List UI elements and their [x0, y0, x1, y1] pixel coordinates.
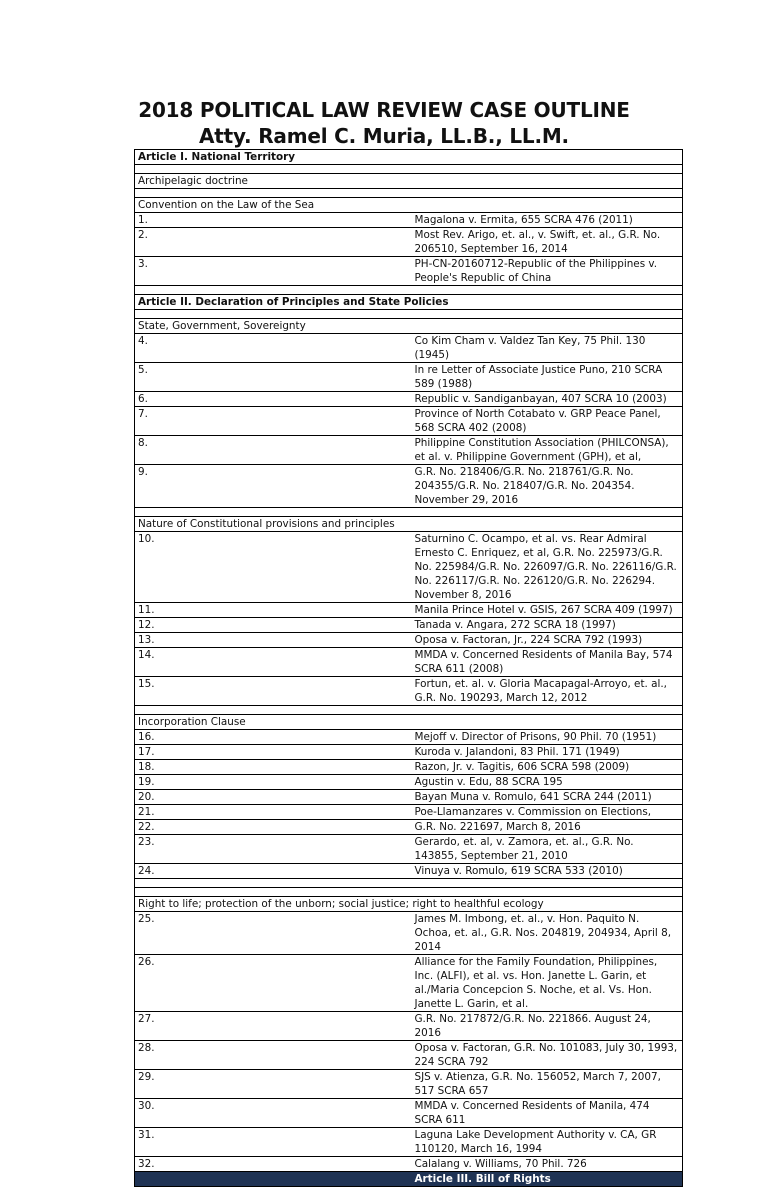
case-outline-table — [134, 149, 683, 1187]
case-citation: Province of North Cotabato v. GRP Peace Panel, 568 SCRA 402 (2008) — [409, 407, 683, 436]
case-number: 1. — [135, 213, 409, 228]
case-row — [135, 257, 683, 286]
case-row — [135, 835, 683, 864]
case-row — [135, 618, 683, 633]
section-row — [135, 517, 683, 532]
blank-cell — [135, 189, 683, 198]
article-heading-row — [135, 150, 683, 165]
case-number: 32. — [135, 1157, 409, 1172]
section-row — [135, 198, 683, 213]
section-label: Right to life; protection of the unborn; social justice; right to healthful ecology — [135, 897, 683, 912]
section-label: Archipelagic doctrine — [135, 174, 683, 189]
case-row — [135, 334, 683, 363]
case-number: 18. — [135, 760, 409, 775]
case-number: 23. — [135, 835, 409, 864]
case-number: 20. — [135, 790, 409, 805]
case-citation: Razon, Jr. v. Tagitis, 606 SCRA 598 (2009) — [409, 760, 683, 775]
case-row — [135, 1128, 683, 1157]
article-banner-title: Article III. Bill of Rights — [409, 1172, 683, 1187]
case-number: 4. — [135, 334, 409, 363]
section-row — [135, 715, 683, 730]
case-number: 22. — [135, 820, 409, 835]
case-number: 9. — [135, 465, 409, 508]
case-citation: Gerardo, et. al, v. Zamora, et. al., G.R. No. 143855, September 21, 2010 — [409, 835, 683, 864]
case-row — [135, 745, 683, 760]
case-row — [135, 760, 683, 775]
case-number: 14. — [135, 648, 409, 677]
case-row — [135, 730, 683, 745]
case-number: 19. — [135, 775, 409, 790]
blank-cell — [135, 888, 683, 897]
case-citation: Saturnino C. Ocampo, et al. vs. Rear Admiral Ernesto C. Enriquez, et al, G.R. No. 225973/G.R. No. 225984/G.R. No. 226097/G.R. No. 226116/G.R. No. 226117/G.R. No. 226120/G.R. No. 226294. November 8, 2016 — [409, 532, 683, 603]
case-row — [135, 603, 683, 618]
case-row — [135, 228, 683, 257]
case-number: 15. — [135, 677, 409, 706]
case-row — [135, 532, 683, 603]
case-row — [135, 436, 683, 465]
blank-cell — [135, 165, 683, 174]
case-citation: In re Letter of Associate Justice Puno, 210 SCRA 589 (1988) — [409, 363, 683, 392]
case-row — [135, 1012, 683, 1041]
case-row — [135, 633, 683, 648]
case-citation: Oposa v. Factoran, Jr., 224 SCRA 792 (1993) — [409, 633, 683, 648]
case-number: 12. — [135, 618, 409, 633]
case-number: 28. — [135, 1041, 409, 1070]
section-label: Convention on the Law of the Sea — [135, 198, 683, 213]
blank-row — [135, 879, 683, 888]
case-row — [135, 864, 683, 879]
case-row — [135, 805, 683, 820]
case-row — [135, 1041, 683, 1070]
case-number: 25. — [135, 912, 409, 955]
case-row — [135, 912, 683, 955]
case-citation: Alliance for the Family Foundation, Philippines, Inc. (ALFI), et al. vs. Hon. Janette L. Garin, et al./Maria Concepcion S. Noche, et al. Vs. Hon. Janette L. Garin, et al. — [409, 955, 683, 1012]
case-number: 6. — [135, 392, 409, 407]
case-number: 30. — [135, 1099, 409, 1128]
case-citation: Fortun, et. al. v. Gloria Macapagal-Arroyo, et. al., G.R. No. 190293, March 12, 2012 — [409, 677, 683, 706]
case-citation: Oposa v. Factoran, G.R. No. 101083, July 30, 1993, 224 SCRA 792 — [409, 1041, 683, 1070]
section-row — [135, 174, 683, 189]
case-number: 26. — [135, 955, 409, 1012]
document-header — [0, 97, 768, 149]
blank-cell — [135, 706, 683, 715]
case-row — [135, 677, 683, 706]
banner-spacer — [135, 1172, 409, 1187]
blank-row — [135, 706, 683, 715]
case-number: 24. — [135, 864, 409, 879]
blank-row — [135, 310, 683, 319]
case-citation: Agustin v. Edu, 88 SCRA 195 — [409, 775, 683, 790]
blank-row — [135, 888, 683, 897]
case-citation: G.R. No. 221697, March 8, 2016 — [409, 820, 683, 835]
case-number: 8. — [135, 436, 409, 465]
case-citation: Manila Prince Hotel v. GSIS, 267 SCRA 409 (1997) — [409, 603, 683, 618]
case-citation: Co Kim Cham v. Valdez Tan Key, 75 Phil. 130 (1945) — [409, 334, 683, 363]
blank-row — [135, 189, 683, 198]
case-citation: Mejoff v. Director of Prisons, 90 Phil. 70 (1951) — [409, 730, 683, 745]
case-number: 13. — [135, 633, 409, 648]
section-label: State, Government, Sovereignty — [135, 319, 683, 334]
blank-row — [135, 508, 683, 517]
article-heading: Article II. Declaration of Principles and State Policies — [135, 295, 683, 310]
case-citation: Vinuya v. Romulo, 619 SCRA 533 (2010) — [409, 864, 683, 879]
case-number: 5. — [135, 363, 409, 392]
case-citation: Laguna Lake Development Authority v. CA, GR 110120, March 16, 1994 — [409, 1128, 683, 1157]
case-number: 11. — [135, 603, 409, 618]
case-citation: Kuroda v. Jalandoni, 83 Phil. 171 (1949) — [409, 745, 683, 760]
case-row — [135, 213, 683, 228]
case-number: 29. — [135, 1070, 409, 1099]
case-row — [135, 820, 683, 835]
case-number: 16. — [135, 730, 409, 745]
blank-cell — [135, 286, 683, 295]
case-citation: Tanada v. Angara, 272 SCRA 18 (1997) — [409, 618, 683, 633]
case-number: 7. — [135, 407, 409, 436]
case-row — [135, 465, 683, 508]
case-row — [135, 648, 683, 677]
article-banner-row — [135, 1172, 683, 1187]
article-heading-row — [135, 295, 683, 310]
blank-cell — [135, 879, 683, 888]
case-citation: Republic v. Sandiganbayan, 407 SCRA 10 (2003) — [409, 392, 683, 407]
case-citation: Bayan Muna v. Romulo, 641 SCRA 244 (2011) — [409, 790, 683, 805]
section-row — [135, 319, 683, 334]
case-citation: James M. Imbong, et. al., v. Hon. Paquito N. Ochoa, et. al., G.R. Nos. 204819, 204934, April 8, 2014 — [409, 912, 683, 955]
case-row — [135, 790, 683, 805]
section-row — [135, 897, 683, 912]
case-row — [135, 407, 683, 436]
case-row — [135, 1157, 683, 1172]
case-citation: G.R. No. 218406/G.R. No. 218761/G.R. No. 204355/G.R. No. 218407/G.R. No. 204354. November 29, 2016 — [409, 465, 683, 508]
case-citation: Calalang v. Williams, 70 Phil. 726 — [409, 1157, 683, 1172]
blank-cell — [135, 508, 683, 517]
case-number: 31. — [135, 1128, 409, 1157]
blank-row — [135, 165, 683, 174]
case-row — [135, 1070, 683, 1099]
case-number: 2. — [135, 228, 409, 257]
case-number: 17. — [135, 745, 409, 760]
case-citation: MMDA v. Concerned Residents of Manila Bay, 574 SCRA 611 (2008) — [409, 648, 683, 677]
case-citation: Philippine Constitution Association (PHILCONSA), et al. v. Philippine Government (GPH), et al, — [409, 436, 683, 465]
section-label: Nature of Constitutional provisions and principles — [135, 517, 683, 532]
case-citation: SJS v. Atienza, G.R. No. 156052, March 7, 2007, 517 SCRA 657 — [409, 1070, 683, 1099]
section-label: Incorporation Clause — [135, 715, 683, 730]
case-row — [135, 1099, 683, 1128]
case-row — [135, 775, 683, 790]
case-number: 3. — [135, 257, 409, 286]
case-citation: MMDA v. Concerned Residents of Manila, 474 SCRA 611 — [409, 1099, 683, 1128]
case-citation: PH-CN-20160712-Republic of the Philippines v. People's Republic of China — [409, 257, 683, 286]
case-citation: Most Rev. Arigo, et. al., v. Swift, et. al., G.R. No. 206510, September 16, 2014 — [409, 228, 683, 257]
blank-cell — [135, 310, 683, 319]
case-number: 10. — [135, 532, 409, 603]
case-row — [135, 363, 683, 392]
case-citation: G.R. No. 217872/G.R. No. 221866. August 24, 2016 — [409, 1012, 683, 1041]
article-heading: Article I. National Territory — [135, 150, 683, 165]
document-title: 2018 POLITICAL LAW REVIEW CASE OUTLINE — [138, 98, 630, 122]
document-author: Atty. Ramel C. Muria, LL.B., LL.M. — [199, 124, 569, 148]
case-citation: Poe-Llamanzares v. Commission on Elections, — [409, 805, 683, 820]
case-citation: Magalona v. Ermita, 655 SCRA 476 (2011) — [409, 213, 683, 228]
blank-row — [135, 286, 683, 295]
case-row — [135, 955, 683, 1012]
case-number: 27. — [135, 1012, 409, 1041]
case-outline-body — [135, 150, 683, 1187]
case-row — [135, 392, 683, 407]
case-number: 21. — [135, 805, 409, 820]
